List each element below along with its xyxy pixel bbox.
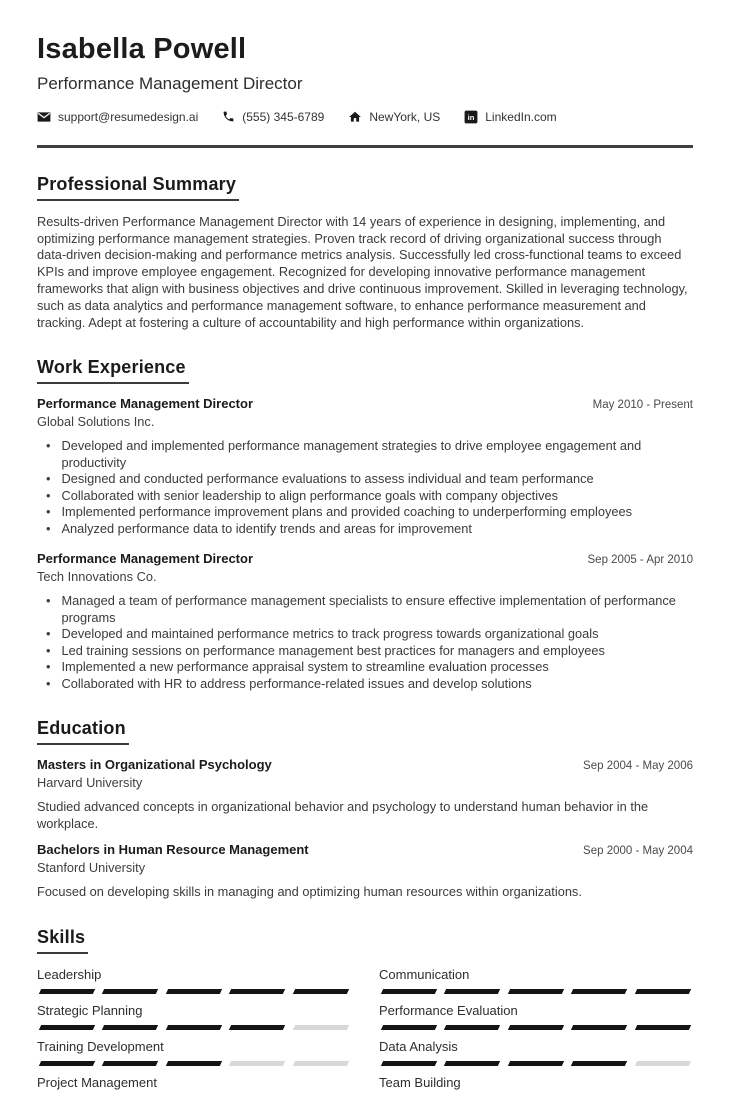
section-skills	[37, 927, 693, 1097]
job-entry	[37, 551, 693, 692]
bullet-dot-icon: •	[46, 659, 51, 675]
skill-segment-empty	[292, 1025, 349, 1030]
skill-segment-filled	[444, 989, 501, 994]
skill-name: Training Development	[37, 1038, 164, 1054]
job-bullet-list	[37, 438, 693, 537]
bullet-item	[37, 504, 693, 521]
bullet-dot-icon: •	[46, 642, 51, 658]
bullet-item	[37, 438, 693, 471]
skill-segment-filled	[166, 1025, 223, 1030]
header-divider	[37, 145, 693, 148]
bullet-text: Collaborated with HR to address performance-related issues and develop solutions	[61, 675, 532, 691]
skill-level-bar	[379, 1025, 693, 1030]
skill-segment-filled	[571, 1025, 628, 1030]
section-professional-summary	[37, 174, 693, 332]
section-work-experience	[37, 357, 693, 692]
skill-segment-filled	[102, 989, 159, 994]
bullet-text: Designed and conducted performance evaluations to assess individual and team performance	[61, 471, 594, 487]
bullet-text: Led training sessions on performance management best practices for managers and employees	[61, 642, 605, 658]
person-title: Performance Management Director	[37, 73, 303, 93]
education-entry-head	[37, 757, 693, 772]
skill-item	[37, 1039, 351, 1066]
skill-name: Strategic Planning	[37, 1002, 143, 1018]
section-heading-summary: Professional Summary	[37, 174, 239, 201]
section-heading-education: Education	[37, 718, 129, 745]
skill-item	[379, 967, 693, 994]
education-description: Focused on developing skills in managing and optimizing human resources within organizations.	[37, 884, 582, 900]
contact-row	[37, 110, 693, 124]
skill-level-bar	[379, 989, 693, 994]
skill-name: Communication	[379, 966, 470, 982]
contact-linkedin-text: LinkedIn.com	[485, 109, 557, 124]
bullet-item	[37, 626, 693, 643]
skill-name: Project Management	[37, 1074, 157, 1090]
summary-paragraph: Results-driven Performance Management Director with 14 years of experience in designing, implementing, and optimizing performance management strategies. Proven track record of driving organizational success through data-driven decision-making and performance metrics analysis. Successfully led cross-functional teams to exceed KPIs and improve employee engagement. Recognized for developing innovative performance management frameworks that align with business objectives and drive continuous improvement. Skilled in leveraging technology, such as data analytics and performance management software, to enhance performance measurement and tracking. Adept at fostering a culture of accountability and high performance within organizations.	[37, 213, 688, 330]
job-entry	[37, 396, 693, 537]
bullet-dot-icon: •	[46, 675, 51, 691]
skill-segment-filled	[444, 1025, 501, 1030]
school-name: Stanford University	[37, 860, 146, 876]
job-dates: May 2010 - Present	[592, 399, 693, 412]
person-name: Isabella Powell	[37, 33, 247, 65]
bullet-item	[37, 488, 693, 505]
job-company: Tech Innovations Co.	[37, 569, 157, 585]
skill-segment-filled	[229, 1025, 286, 1030]
skill-segment-filled	[571, 989, 628, 994]
bullet-item	[37, 521, 693, 538]
bullet-dot-icon: •	[46, 487, 51, 503]
bullet-item	[37, 643, 693, 660]
skill-segment-empty	[634, 1061, 691, 1066]
bullet-item	[37, 471, 693, 488]
skill-segment-filled	[102, 1061, 159, 1066]
skill-segment-filled	[381, 1025, 438, 1030]
skill-segment-filled	[508, 989, 565, 994]
skill-name: Team Building	[379, 1074, 461, 1090]
education-entry-head	[37, 842, 693, 857]
skill-segment-filled	[571, 1061, 628, 1066]
job-title: Performance Management Director	[37, 551, 254, 567]
skill-segment-filled	[39, 1025, 96, 1030]
skill-segment-filled	[634, 1025, 691, 1030]
linkedin-icon	[464, 110, 478, 124]
skill-segment-empty	[229, 1061, 286, 1066]
job-entry-head	[37, 396, 693, 411]
skill-segment-filled	[229, 989, 286, 994]
skill-level-bar	[37, 1061, 351, 1066]
degree-title: Bachelors in Human Resource Management	[37, 842, 309, 858]
skill-name: Performance Evaluation	[379, 1002, 518, 1018]
job-company: Global Solutions Inc.	[37, 414, 155, 430]
skill-segment-filled	[39, 1061, 96, 1066]
skill-item	[37, 967, 351, 994]
job-bullet-list	[37, 593, 693, 692]
bullet-text: Implemented performance improvement plans and provided coaching to underperforming employees	[61, 504, 632, 520]
bullet-dot-icon: •	[46, 520, 51, 536]
skill-segment-filled	[292, 989, 349, 994]
svg-text:in: in	[467, 113, 475, 123]
contact-email-text: support@resumedesign.ai	[58, 109, 199, 124]
bullet-item	[37, 593, 693, 626]
job-entry-head	[37, 551, 693, 566]
bullet-dot-icon: •	[46, 626, 51, 642]
skill-name: Data Analysis	[379, 1038, 458, 1054]
education-entry	[37, 842, 693, 901]
skill-segment-filled	[381, 1061, 438, 1066]
skill-segment-filled	[166, 1061, 223, 1066]
section-heading-work: Work Experience	[37, 357, 189, 384]
skill-level-bar	[379, 1061, 693, 1066]
education-description: Studied advanced concepts in organizational behavior and psychology to understand human behavior in the workplace.	[37, 799, 649, 831]
skill-segment-filled	[102, 1025, 159, 1030]
bullet-text: Developed and implemented performance management strategies to drive employee engagement and productivity	[61, 438, 642, 470]
contact-location-text: NewYork, US	[369, 109, 441, 124]
education-entry	[37, 757, 693, 832]
bullet-dot-icon: •	[46, 471, 51, 487]
education-dates: Sep 2000 - May 2004	[583, 845, 693, 858]
bullet-text: Developed and maintained performance metrics to track progress towards organizational goals	[61, 626, 599, 642]
bullet-dot-icon: •	[46, 504, 51, 520]
skill-segment-filled	[508, 1025, 565, 1030]
bullet-text: Analyzed performance data to identify trends and areas for improvement	[61, 520, 472, 536]
skill-item	[379, 1075, 693, 1097]
skill-segment-filled	[381, 989, 438, 994]
skill-item	[379, 1039, 693, 1066]
skill-level-bar	[37, 989, 351, 994]
home-icon	[348, 110, 362, 124]
job-title: Performance Management Director	[37, 396, 254, 412]
skill-name: Leadership	[37, 966, 102, 982]
section-heading-skills: Skills	[37, 927, 88, 954]
skill-segment-empty	[292, 1061, 349, 1066]
bullet-dot-icon: •	[46, 593, 51, 609]
bullet-text: Collaborated with senior leadership to align performance goals with company objectives	[61, 487, 558, 503]
contact-email	[37, 110, 198, 124]
section-education	[37, 718, 693, 901]
job-dates: Sep 2005 - Apr 2010	[587, 554, 693, 567]
contact-phone	[222, 110, 324, 124]
bullet-item	[37, 659, 693, 676]
skill-segment-filled	[444, 1061, 501, 1066]
skill-segment-filled	[39, 989, 96, 994]
education-dates: Sep 2004 - May 2006	[583, 760, 693, 773]
email-icon	[37, 110, 51, 124]
bullet-dot-icon: •	[46, 438, 51, 454]
bullet-text: Implemented a new performance appraisal system to streamline evaluation processes	[61, 659, 549, 675]
skill-item	[37, 1003, 351, 1030]
bullet-item	[37, 676, 693, 693]
skill-segment-filled	[166, 989, 223, 994]
skill-segment-filled	[508, 1061, 565, 1066]
contact-linkedin	[464, 110, 556, 124]
skill-item	[379, 1003, 693, 1030]
skills-grid	[37, 967, 693, 1097]
bullet-text: Managed a team of performance management specialists to ensure effective implementation of performance programs	[61, 593, 676, 625]
phone-icon	[222, 110, 235, 123]
contact-phone-text: (555) 345-6789	[242, 109, 325, 124]
skill-level-bar	[37, 1025, 351, 1030]
skill-segment-filled	[634, 989, 691, 994]
resume-header	[37, 34, 693, 148]
school-name: Harvard University	[37, 775, 143, 791]
contact-location	[348, 110, 440, 124]
skill-item	[37, 1075, 351, 1097]
degree-title: Masters in Organizational Psychology	[37, 757, 272, 773]
